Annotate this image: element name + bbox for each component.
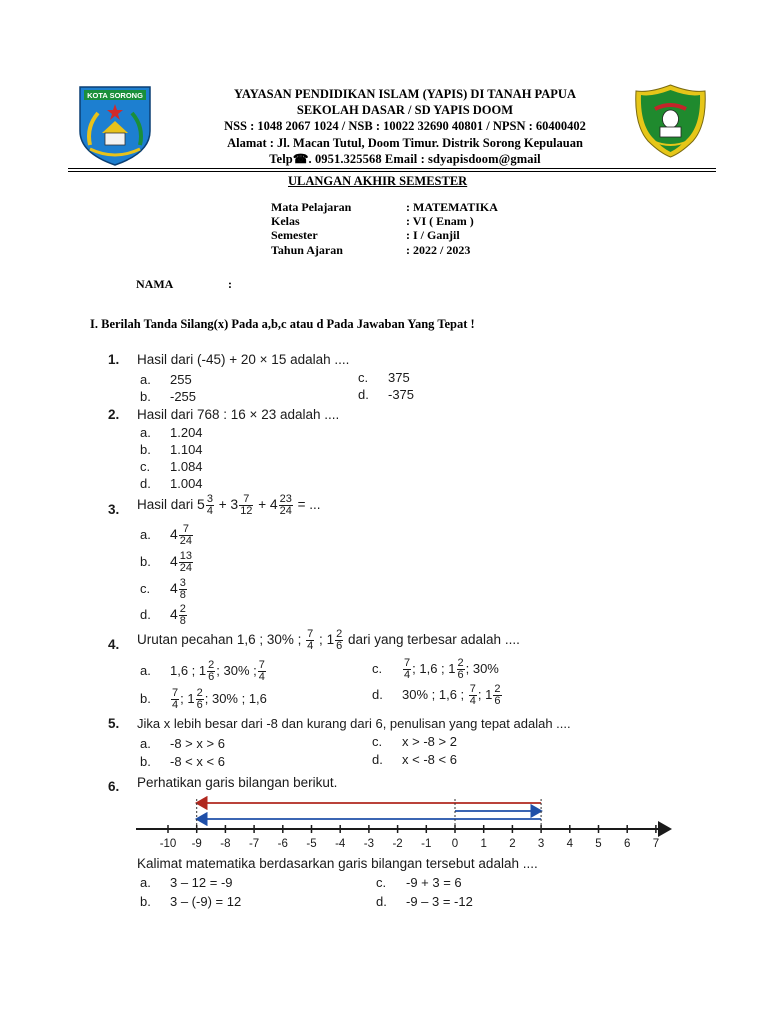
logo-left-text: KOTA SORONG: [87, 91, 143, 100]
question-number: 2.: [108, 407, 120, 422]
option-a[interactable]: a. 4 $\frac{7}{24}$: [140, 523, 193, 547]
option-c[interactable]: c. x > -8 > 2: [372, 734, 457, 749]
fraction: $\frac{23}{24}$: [279, 493, 292, 517]
option-c[interactable]: c. 4 $\frac{3}{8}$: [140, 577, 186, 601]
question-number: 5.: [108, 716, 120, 731]
exam-info: [271, 200, 498, 257]
tick-label: -2: [392, 838, 403, 850]
tick-label: -5: [306, 838, 317, 850]
info-row: [271, 243, 498, 257]
option-b[interactable]: b. $\frac{7}{4}$ ; 1 $\frac{2}{6}$ ; 30% ; 1,6: [140, 687, 267, 711]
header-address: Alamat : Jl. Macan Tutul, Doom Timur. Distrik Sorong Kepulauan: [227, 135, 583, 150]
school-header: [150, 86, 660, 167]
info-key: Mata Pelajaran: [271, 200, 352, 214]
info-value: : VI ( Enam ): [406, 214, 474, 229]
instruction: I. Berilah Tanda Silang(x) Pada a,b,c atau d Pada Jawaban Yang Tepat !: [90, 317, 475, 331]
info-value: : I / Ganjil: [406, 228, 460, 243]
option-c[interactable]: c. 1.084: [140, 459, 203, 474]
tick-label: -8: [220, 838, 231, 850]
tick-label: -6: [277, 838, 288, 850]
fraction: $\frac{3}{4}$: [206, 493, 213, 517]
option-c[interactable]: c. $\frac{7}{4}$ ; 1,6 ; 1 $\frac{2}{6}$ ; 30%: [372, 657, 499, 681]
option-b[interactable]: b. 4 $\frac{13}{24}$: [140, 550, 193, 574]
option-d[interactable]: d. 4 $\frac{2}{8}$: [140, 603, 186, 627]
header-rule-thin: [68, 171, 716, 172]
question-number: 6.: [108, 779, 120, 794]
option-a[interactable]: a. -8 > x > 6: [140, 736, 225, 751]
tick-label: -9: [191, 838, 202, 850]
question-text: Perhatikan garis bilangan berikut.: [137, 775, 338, 790]
question-number: 1.: [108, 352, 120, 367]
question-text: Jika x lebih besar dari -8 dan kurang dari 6, penulisan yang tepat adalah ....: [137, 716, 571, 731]
option-a[interactable]: a. 255: [140, 372, 192, 387]
option-d[interactable]: d. -375: [358, 387, 415, 402]
question-text: Hasil dari (-45) + 20 × 15 adalah ....: [137, 352, 350, 367]
header-school: SEKOLAH DASAR / SD YAPIS DOOM: [296, 103, 514, 118]
tick-label: -1: [421, 838, 432, 850]
tick-label: 1: [480, 838, 487, 850]
option-d[interactable]: d. x < -8 < 6: [372, 752, 457, 767]
number-line: [130, 795, 675, 851]
header-foundation: YAYASAN PENDIDIKAN ISLAM (YAPIS) DI TANAH PAPUA: [234, 87, 576, 101]
tick-label: 0: [451, 838, 459, 850]
name-label: NAMA: [136, 277, 174, 291]
question-text: Kalimat matematika berdasarkan garis bilangan tersebut adalah ....: [137, 856, 538, 871]
exam-title: ULANGAN AKHIR SEMESTER: [288, 174, 468, 188]
info-key: Tahun Ajaran: [271, 242, 343, 257]
tick-label: 7: [652, 838, 660, 850]
tick-label: -10: [159, 838, 177, 850]
name-field[interactable]: :: [228, 277, 232, 291]
fraction: $\frac{7}{12}$: [240, 493, 253, 517]
option-b[interactable]: b. -255: [140, 389, 197, 404]
option-a[interactable]: a. 1,6 ; 1 $\frac{2}{6}$ ; 30% ; $\frac{7}{4}$: [140, 659, 265, 683]
tick-label: 4: [566, 838, 574, 850]
option-c[interactable]: c. -9 + 3 = 6: [376, 875, 462, 890]
option-b[interactable]: b. 1.104: [140, 442, 203, 457]
option-a[interactable]: a. 1.204: [140, 425, 203, 440]
header-contact: Telp☎. 0951.325568 Email : sdyapisdoom@gmail: [269, 151, 541, 166]
option-b[interactable]: b. -8 < x < 6: [140, 754, 225, 769]
option-c[interactable]: c. 375: [358, 370, 410, 385]
info-value: : 2022 / 2023: [406, 242, 471, 257]
header-rule: [68, 168, 716, 169]
tick-label: -7: [248, 838, 260, 850]
option-b[interactable]: b. 3 – (-9) = 12: [140, 894, 242, 909]
question-text: Hasil dari 5 $\frac{3}{4}$ + 3 $\frac{7}{12}$ + 4 $\frac{23}{24}$ = ...: [137, 493, 321, 517]
question-text: Urutan pecahan 1,6 ; 30% ; $\frac{7}{4}$ ; 1 $\frac{2}{6}$ dari yang terbesar adalah ....: [137, 628, 520, 652]
info-row: [271, 214, 498, 228]
info-row: [271, 200, 498, 214]
kota-sorong-logo: [76, 83, 154, 168]
tick-label: 5: [595, 838, 602, 850]
info-key: Kelas: [271, 214, 300, 229]
question-text: Hasil dari 768 : 16 × 23 adalah ....: [137, 407, 340, 422]
question-number: 4.: [108, 637, 120, 652]
tick-label: -4: [335, 838, 346, 850]
tick-label: 2: [509, 838, 516, 850]
option-d[interactable]: d. 1.004: [140, 476, 203, 491]
option-a[interactable]: a. 3 – 12 = -9: [140, 875, 233, 890]
question-number: 3.: [108, 502, 120, 517]
tick-label: 6: [623, 838, 631, 850]
info-value: : MATEMATIKA: [406, 200, 498, 214]
info-row: [271, 228, 498, 242]
option-d[interactable]: d. -9 – 3 = -12: [376, 894, 473, 909]
header-ids: NSS : 1048 2067 1024 / NSB : 10022 32690 40801 / NPSN : 60400402: [224, 119, 586, 134]
tick-label: 3: [537, 838, 545, 850]
option-d[interactable]: d. 30% ; 1,6 ; $\frac{7}{4}$ ; 1 $\frac{2}{6}$: [372, 683, 501, 707]
tick-label: -3: [363, 838, 375, 850]
info-key: Semester: [271, 228, 318, 243]
